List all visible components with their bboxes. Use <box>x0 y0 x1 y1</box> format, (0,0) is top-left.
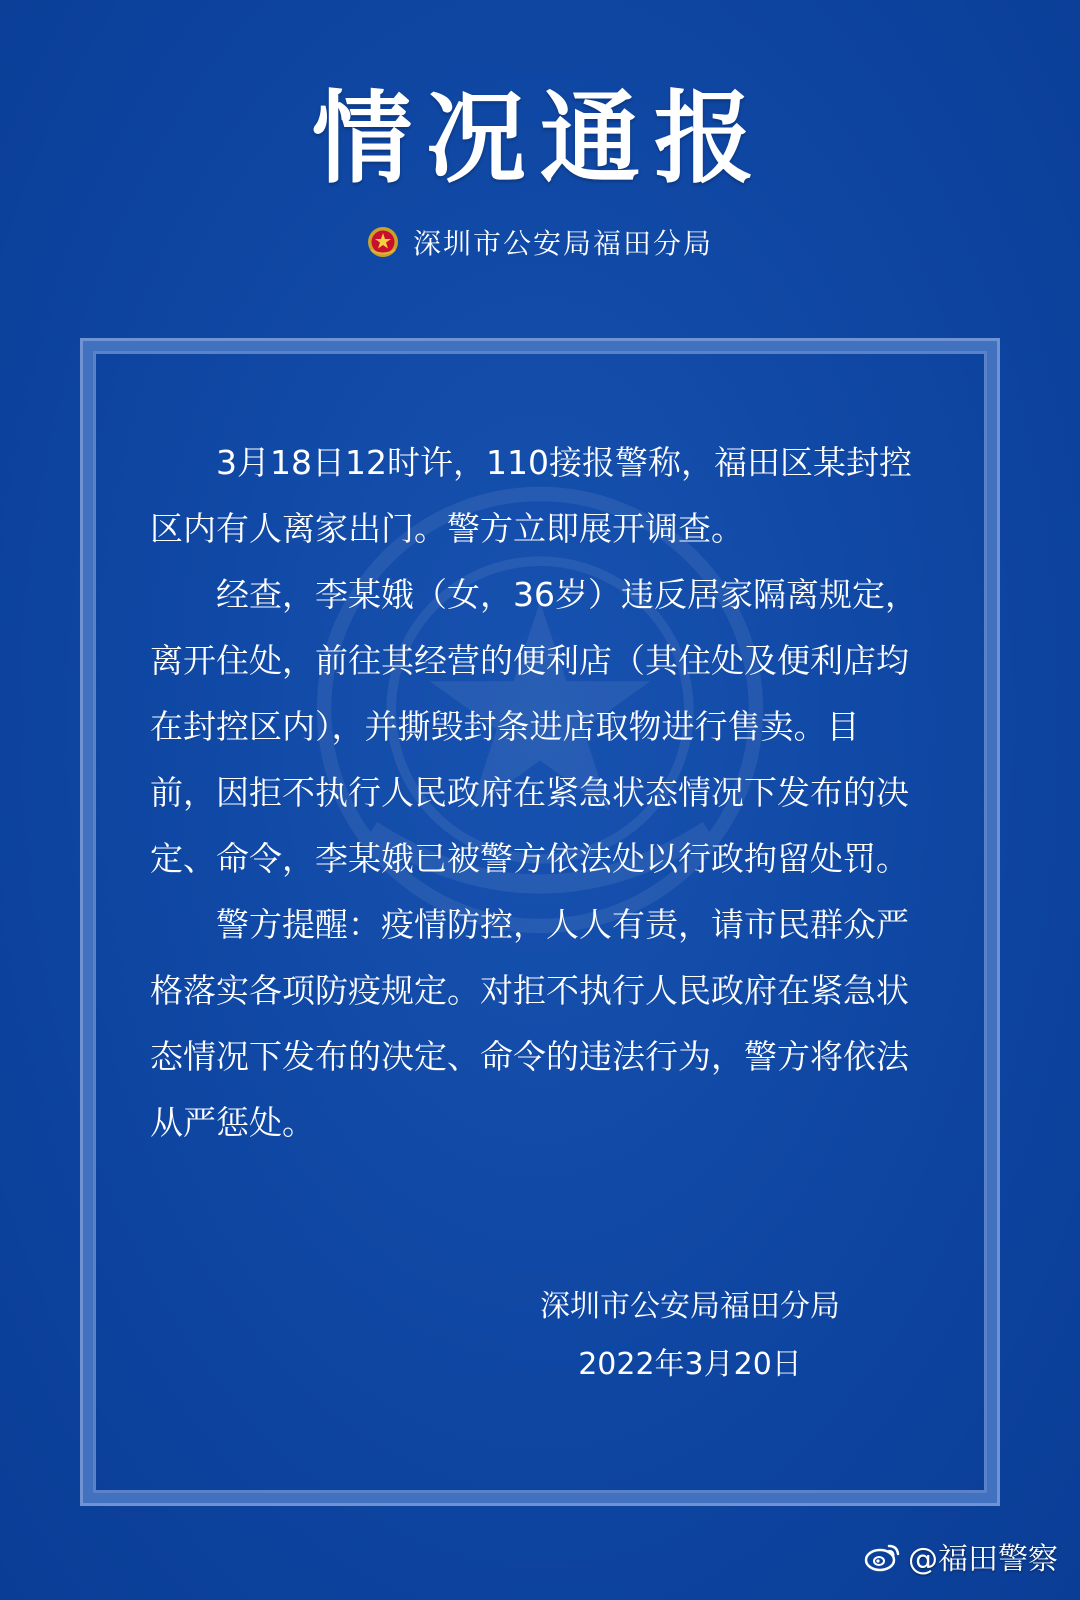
signature-organization: 深圳市公安局福田分局 <box>540 1289 840 1324</box>
weibo-icon <box>864 1540 902 1572</box>
weibo-account: @福田警察 <box>908 1542 1058 1577</box>
notice-paragraph-2: 经查，李某娥（女，36岁）违反居家隔离规定，离开住处，前往其经营的便利店（其住处及便利店均在封控区内），并撕毁封条进店取物进行售卖。目前，因拒不执行人民政府在紧急状态情况下发布的决定、命令，李某娥已被警方依法处以行政拘留处罚。 <box>150 575 918 878</box>
notice-body <box>150 430 920 1156</box>
page-title: 情况通报 <box>312 79 768 197</box>
issuer-name: 深圳市公安局福田分局 <box>412 227 713 260</box>
notice-paragraph-1: 3月18日12时许，110接报警称，福田区某封控区内有人离家出门。警方立即展开调查。 <box>150 443 912 548</box>
notice-paragraph-3: 警方提醒：疫情防控，人人有责，请市民群众严格落实各项防疫规定。对拒不执行人民政府在紧急状态情况下发布的决定、命令的违法行为，警方将依法从严惩处。 <box>150 905 909 1142</box>
weibo-watermark <box>864 1534 1058 1578</box>
police-emblem-icon <box>367 226 399 258</box>
signature-date: 2022年3月20日 <box>578 1347 802 1382</box>
issuer-row <box>0 222 1080 262</box>
signature-block <box>500 1278 880 1394</box>
